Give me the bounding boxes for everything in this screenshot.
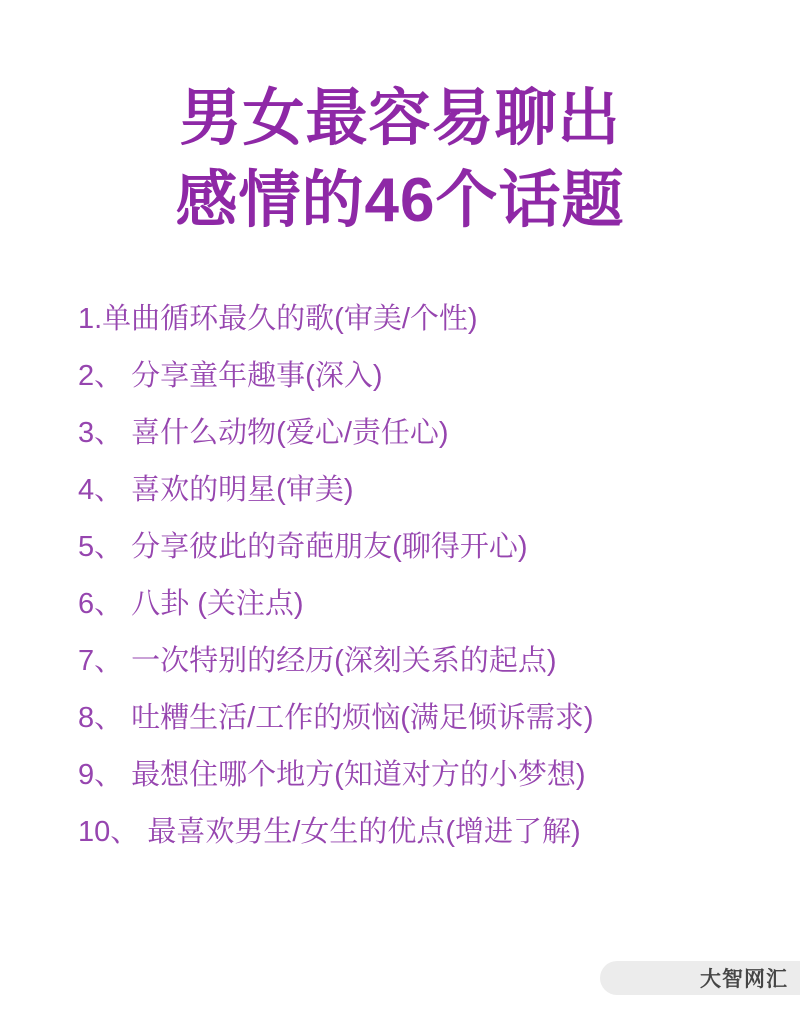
- watermark-label: 大智网汇: [700, 968, 788, 991]
- topic-list: [0, 288, 800, 858]
- list-item: 10、 最喜欢男生/女生的优点(增进了解): [78, 816, 581, 848]
- poster-title-line2: 感情的46个话题: [175, 166, 625, 235]
- list-item: 8、 吐糟生活/工作的烦恼(满足倾诉需求): [78, 702, 594, 734]
- list-item: 3、 喜什么动物(爱心/责任心): [78, 417, 449, 449]
- watermark-bar: [600, 961, 800, 995]
- list-item: 1.单曲循环最久的歌(审美/个性): [78, 303, 478, 335]
- list-item: 4、 喜欢的明星(审美): [78, 474, 354, 506]
- poster-title: [0, 78, 800, 242]
- poster-title-line1: 男女最容易聊出: [179, 84, 621, 153]
- list-item: 6、 八卦 (关注点): [78, 588, 304, 620]
- topics-poster: [0, 78, 800, 1011]
- list-item: 2、 分享童年趣事(深入): [78, 360, 383, 392]
- list-item: 7、 一次特别的经历(深刻关系的起点): [78, 645, 557, 677]
- list-item: 9、 最想住哪个地方(知道对方的小梦想): [78, 759, 586, 791]
- list-item: 5、 分享彼此的奇葩朋友(聊得开心): [78, 531, 528, 563]
